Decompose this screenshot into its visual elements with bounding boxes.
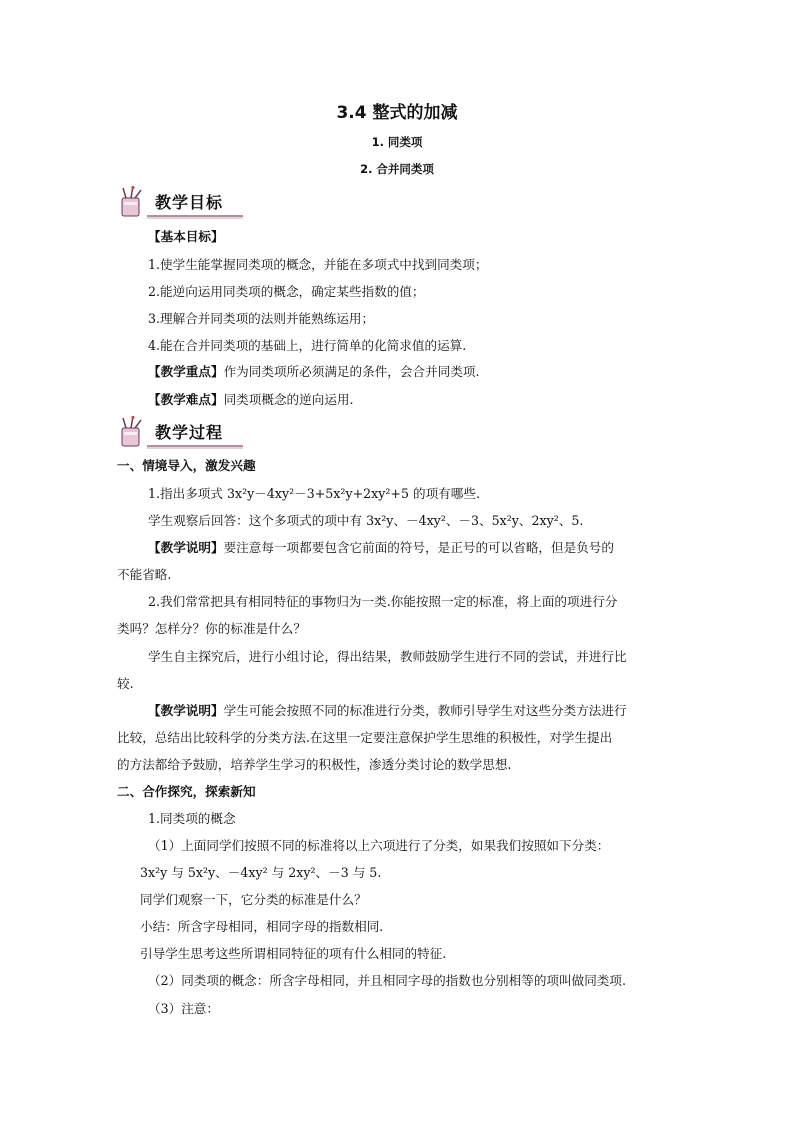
- process-p1: 1.指出多项式 3x²y－4xy²－3+5x²y+2xy²+5 的项有哪些.: [148, 486, 480, 501]
- section-title-process: 教学过程: [155, 423, 224, 442]
- subtitle-2: 2. 合并同类项: [360, 162, 434, 176]
- process-heading-2: 二、合作探究，探索新知: [117, 784, 256, 799]
- goal-item-3: 3.理解合并同类项的法则并能熟练运用；: [148, 311, 375, 326]
- difficulty-tag: 【教学难点】: [148, 392, 224, 407]
- process-heading-1: 一、情境导入，激发兴趣: [117, 458, 256, 473]
- process-p4-a: 学生自主探究后，进行小组讨论，得出结果，教师鼓励学生进行不同的尝试，并进行比: [148, 649, 627, 664]
- section-badge-process: [117, 416, 245, 450]
- process-note1-b: 不能省略.: [117, 567, 172, 582]
- process-note2-c: 的方法都给予鼓励，培养学生学习的积极性，渗透分类讨论的数学思想.: [117, 757, 512, 772]
- subtitle-1: 1. 同类项: [371, 135, 423, 149]
- note2-tag: 【教学说明】: [148, 703, 224, 718]
- goal-item-2: 2.能逆向运用同类项的概念，确定某些指数的值；: [148, 284, 425, 299]
- note1-tag: 【教学说明】: [148, 540, 224, 555]
- concept-s5: 小结：所含字母相同，相同字母的指数相同.: [140, 919, 384, 934]
- process-p3-b: 类吗？怎样分？你的标准是什么？: [117, 621, 306, 636]
- concept-s8: （3）注意：: [148, 1001, 219, 1016]
- concept-s3: 3x²y 与 5x²y、－4xy² 与 2xy²、－3 与 5.: [140, 865, 382, 880]
- goal-item-1: 1.使学生能掌握同类项的概念，并能在多项式中找到同类项；: [148, 257, 488, 272]
- concept-s2: （1）上面同学们按照不同的标准将以上六项进行了分类，如果我们按照如下分类：: [148, 838, 610, 853]
- concept-s7: （2）同类项的概念：所含字母相同，并且相同字母的指数也分别相等的项叫做同类项.: [148, 973, 626, 988]
- concept-s6: 引导学生思考这些所谓相同特征的项有什么相同的特征.: [140, 946, 447, 961]
- process-note2-b: 比较，总结出比较科学的分类方法.在这里一定要注意保护学生思维的积极性，对学生提出: [117, 730, 613, 745]
- doc-title: 3.4 整式的加减: [336, 103, 458, 123]
- process-note1: [148, 539, 614, 557]
- key-point: [148, 363, 479, 381]
- key-point-text: 作为同类项所必须满足的条件，会合并同类项.: [223, 364, 480, 379]
- process-note2: [148, 702, 627, 720]
- section-badge-goals: [117, 186, 245, 220]
- note2-text-a: 学生可能会按照不同的标准进行分类，教师引导学生对这些分类方法进行: [223, 703, 627, 718]
- concept-s4: 同学们观察一下，它分类的标准是什么？: [140, 892, 367, 907]
- goal-item-4: 4.能在合并同类项的基础上，进行简单的化简求值的运算.: [148, 338, 467, 353]
- section-title-goals: 教学目标: [155, 193, 224, 212]
- goals-heading: 【基本目标】: [148, 229, 224, 244]
- process-p3-a: 2.我们常常把具有相同特征的事物归为一类.你能按照一定的标准，将上面的项进行分: [148, 594, 618, 609]
- note1-text-a: 要注意每一项都要包含它前面的符号，是正号的可以省略，但是负号的: [223, 540, 614, 555]
- concept-s1: 1.同类项的概念: [148, 811, 236, 826]
- difficulty-text: 同类项概念的逆向运用.: [223, 392, 354, 407]
- difficulty-point: [148, 391, 354, 409]
- process-p4-b: 较.: [117, 676, 134, 691]
- process-p2: 学生观察后回答：这个多项式的项中有 3x²y、－4xy²、－3、5x²y、2xy²、5.: [148, 513, 584, 528]
- key-point-tag: 【教学重点】: [148, 364, 224, 379]
